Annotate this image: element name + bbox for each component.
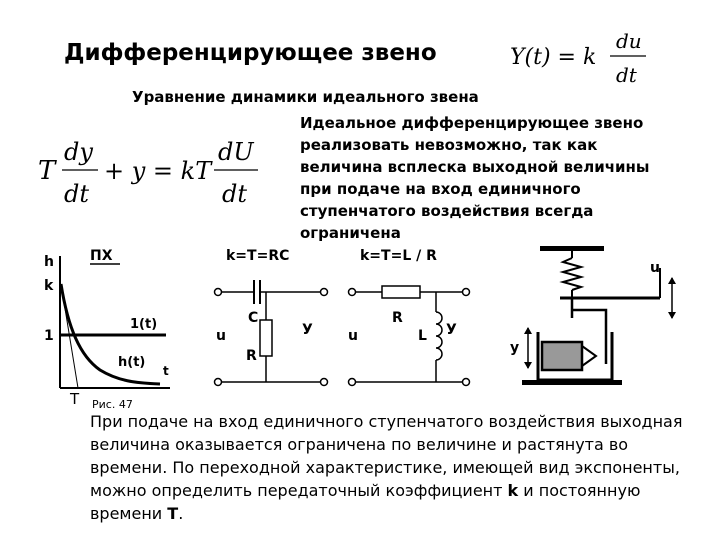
note-line: ограничена	[300, 224, 401, 242]
ideal-formula	[510, 20, 650, 90]
para-line: При подаче на вход единичного ступенчатого воздействия выходная	[90, 412, 683, 431]
note-line: величина всплеска выходной величины	[300, 158, 650, 176]
graph-one-label: 1	[44, 328, 54, 344]
spring-icon	[563, 258, 581, 290]
real-formula	[38, 134, 288, 214]
para-k: k	[507, 481, 519, 500]
rl-circuit	[348, 248, 470, 386]
para-text: можно определить передаточный коэффициент	[90, 481, 503, 500]
real-formula-dt2: dt	[222, 180, 248, 208]
inductor	[436, 312, 442, 360]
ideal-formula-lhs: Y(t) = k	[510, 45, 597, 70]
rc-output-label: У	[302, 322, 313, 338]
response-label: h(t)	[118, 355, 146, 370]
real-formula-middle: + y = kT	[104, 157, 212, 185]
subtitle: Уравнение динамики идеального звена	[132, 88, 479, 106]
real-formula-dU: dU	[218, 138, 254, 166]
rl-R-label: R	[392, 310, 403, 326]
ideal-formula-den: dt	[616, 63, 637, 87]
real-formula-T: T	[38, 156, 56, 186]
rc-R-label: R	[246, 348, 257, 364]
resistor	[260, 320, 272, 356]
graph-t-label: t	[163, 364, 169, 378]
para-end: .	[178, 504, 184, 523]
para-line: величина оказывается ограничена по величине и растянута во	[90, 435, 629, 454]
ideal-formula-num: du	[616, 29, 642, 53]
rl-label: k=T=L / R	[360, 248, 437, 264]
note-line: ступенчатого воздействия всегда	[300, 202, 594, 220]
note-line: при подаче на вход единичного	[300, 180, 581, 198]
graph-title: ПХ	[90, 248, 113, 264]
graph-T-label: T	[70, 390, 80, 408]
resistor	[382, 286, 420, 298]
graph-y-label: h	[44, 254, 54, 270]
valve	[582, 346, 596, 366]
real-formula-dy: dy	[64, 138, 93, 166]
terminal	[463, 289, 470, 296]
top-support	[540, 246, 604, 251]
real-formula-dt1: dt	[64, 180, 90, 208]
terminal	[215, 379, 222, 386]
rc-input-label: u	[216, 328, 226, 344]
para-T: T	[167, 504, 179, 523]
piston	[542, 342, 582, 370]
terminal	[321, 379, 328, 386]
note-line: реализовать невозможно, так как	[300, 136, 598, 154]
para-line: времени. По переходной характеристике, имеющей вид экспоненты,	[90, 458, 680, 477]
note-line: Идеальное дифференцирующее звено	[300, 114, 644, 132]
mechanical-damper	[510, 246, 676, 385]
terminal	[215, 289, 222, 296]
rc-C-label: C	[248, 310, 259, 326]
para-line	[90, 479, 690, 502]
para-line	[90, 502, 690, 525]
terminal	[349, 289, 356, 296]
para-text: и постоянную	[523, 481, 641, 500]
step-label: 1(t)	[130, 317, 158, 332]
terminal	[349, 379, 356, 386]
note-block	[300, 112, 670, 244]
graph-k-label: k	[44, 278, 54, 294]
mech-y-label: у	[510, 340, 520, 356]
rc-circuit	[215, 248, 328, 386]
conclusion-paragraph	[90, 410, 690, 525]
transient-graph	[44, 248, 170, 408]
para-text: времени	[90, 504, 163, 523]
diagrams-row	[30, 238, 700, 408]
mech-u-label: u	[650, 260, 660, 276]
slide-title: Дифференцирующее звено	[64, 40, 437, 66]
figure-label: Рис. 47	[92, 398, 133, 411]
rl-input-label: u	[348, 328, 358, 344]
rl-L-label: L	[418, 328, 427, 344]
rl-output-label: У	[446, 322, 457, 338]
base	[522, 380, 622, 385]
terminal	[463, 379, 470, 386]
rc-label: k=T=RC	[226, 248, 290, 264]
terminal	[321, 289, 328, 296]
